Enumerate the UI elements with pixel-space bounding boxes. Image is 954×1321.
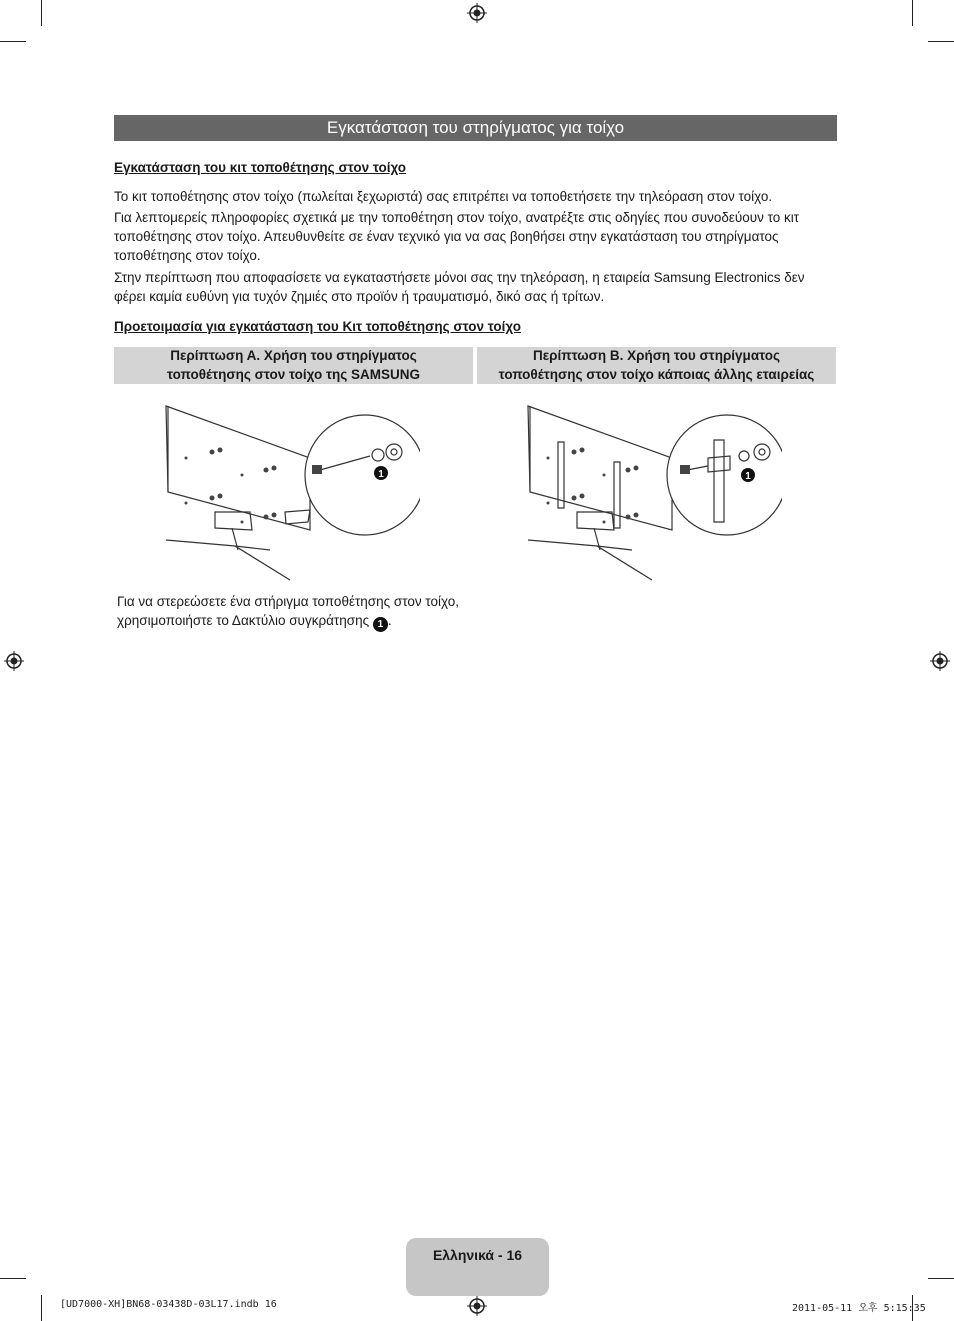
crop-mark (41, 1295, 42, 1321)
install-kit-paragraph-3: Στην περίπτωση που αποφασίσετε να εγκαταστήσετε μόνοι σας την τηλεόραση, η εταιρεία Samsung Electronics δεν φέρει καμία ευθύνη για τυχόν ζημιές στο προϊόν ή τραυματισμό, δικό σας ή τρίτων. (114, 270, 805, 304)
case-a-illustration (160, 400, 420, 585)
crop-mark (928, 1278, 954, 1279)
install-kit-heading: Εγκατάσταση του κιτ τοποθέτησης στον τοίχο (114, 160, 407, 175)
registration-mark-icon (4, 651, 24, 671)
crop-mark (0, 41, 26, 42)
install-kit-paragraph-1: Το κιτ τοποθέτησης στον τοίχο (πωλείται ξεχωριστά) σας επιτρέπει να τοποθετήσετε την τηλεόραση στον τοίχο. (114, 189, 773, 204)
crop-mark (912, 0, 913, 26)
footer-date: 2011-05-11 오후 5:15:35 (792, 1303, 926, 1314)
preparation-heading: Προετοιμασία για εγκατάσταση του Κιτ τοποθέτησης στον τοίχο (114, 319, 521, 334)
install-kit-paragraph-2: Για λεπτομερείς πληροφορίες σχετικά με την τοποθέτηση στον τοίχο, ανατρέξτε στις οδηγίες που συνοδεύουν το κιτ τοποθέτησης στον τοίχο. Απευθυνθείτε σε έναν τεχνικό για να σας βοηθήσει στην εγκατάσταση του στηρίγματος τοποθέτησης στον τοίχο. (114, 210, 800, 263)
svg-text:1: 1 (745, 471, 751, 482)
callout-number-icon: 1 (373, 617, 388, 632)
section-title: Εγκατάσταση του στηρίγματος για τοίχο (114, 115, 837, 141)
page-number-tab: Ελληνικά - 16 (406, 1238, 549, 1296)
case-b-line-1: Περίπτωση Β. Χρήση του στηρίγματος (532, 348, 781, 363)
crop-mark (41, 0, 42, 26)
case-b-line-2: τοποθέτησης στον τοίχο κάποιας άλλης εταιρείας (498, 366, 815, 382)
footer-file-info: [UD7000-XH]BN68-03438D-03L17.indb 16 (60, 1299, 277, 1310)
case-a-caption (117, 592, 462, 632)
case-b-illustration (522, 400, 782, 585)
crop-mark (0, 1278, 26, 1279)
case-b-header (477, 347, 836, 384)
registration-mark-icon (930, 651, 950, 671)
caption-end: . (387, 613, 392, 628)
svg-text:1: 1 (378, 469, 384, 480)
case-a-header (114, 347, 473, 384)
case-a-line-1: Περίπτωση Α. Χρήση του στηρίγματος (170, 348, 417, 363)
caption-text: Για να στερεώσετε ένα στήριγμα τοποθέτησης στον τοίχο, χρησιμοποιήστε το Δακτύλιο συγκράτησης (117, 594, 460, 628)
case-a-line-2: τοποθέτησης στον τοίχο της SAMSUNG (167, 366, 420, 382)
registration-mark-icon (467, 3, 487, 23)
registration-mark-icon (467, 1296, 487, 1316)
crop-mark (928, 41, 954, 42)
